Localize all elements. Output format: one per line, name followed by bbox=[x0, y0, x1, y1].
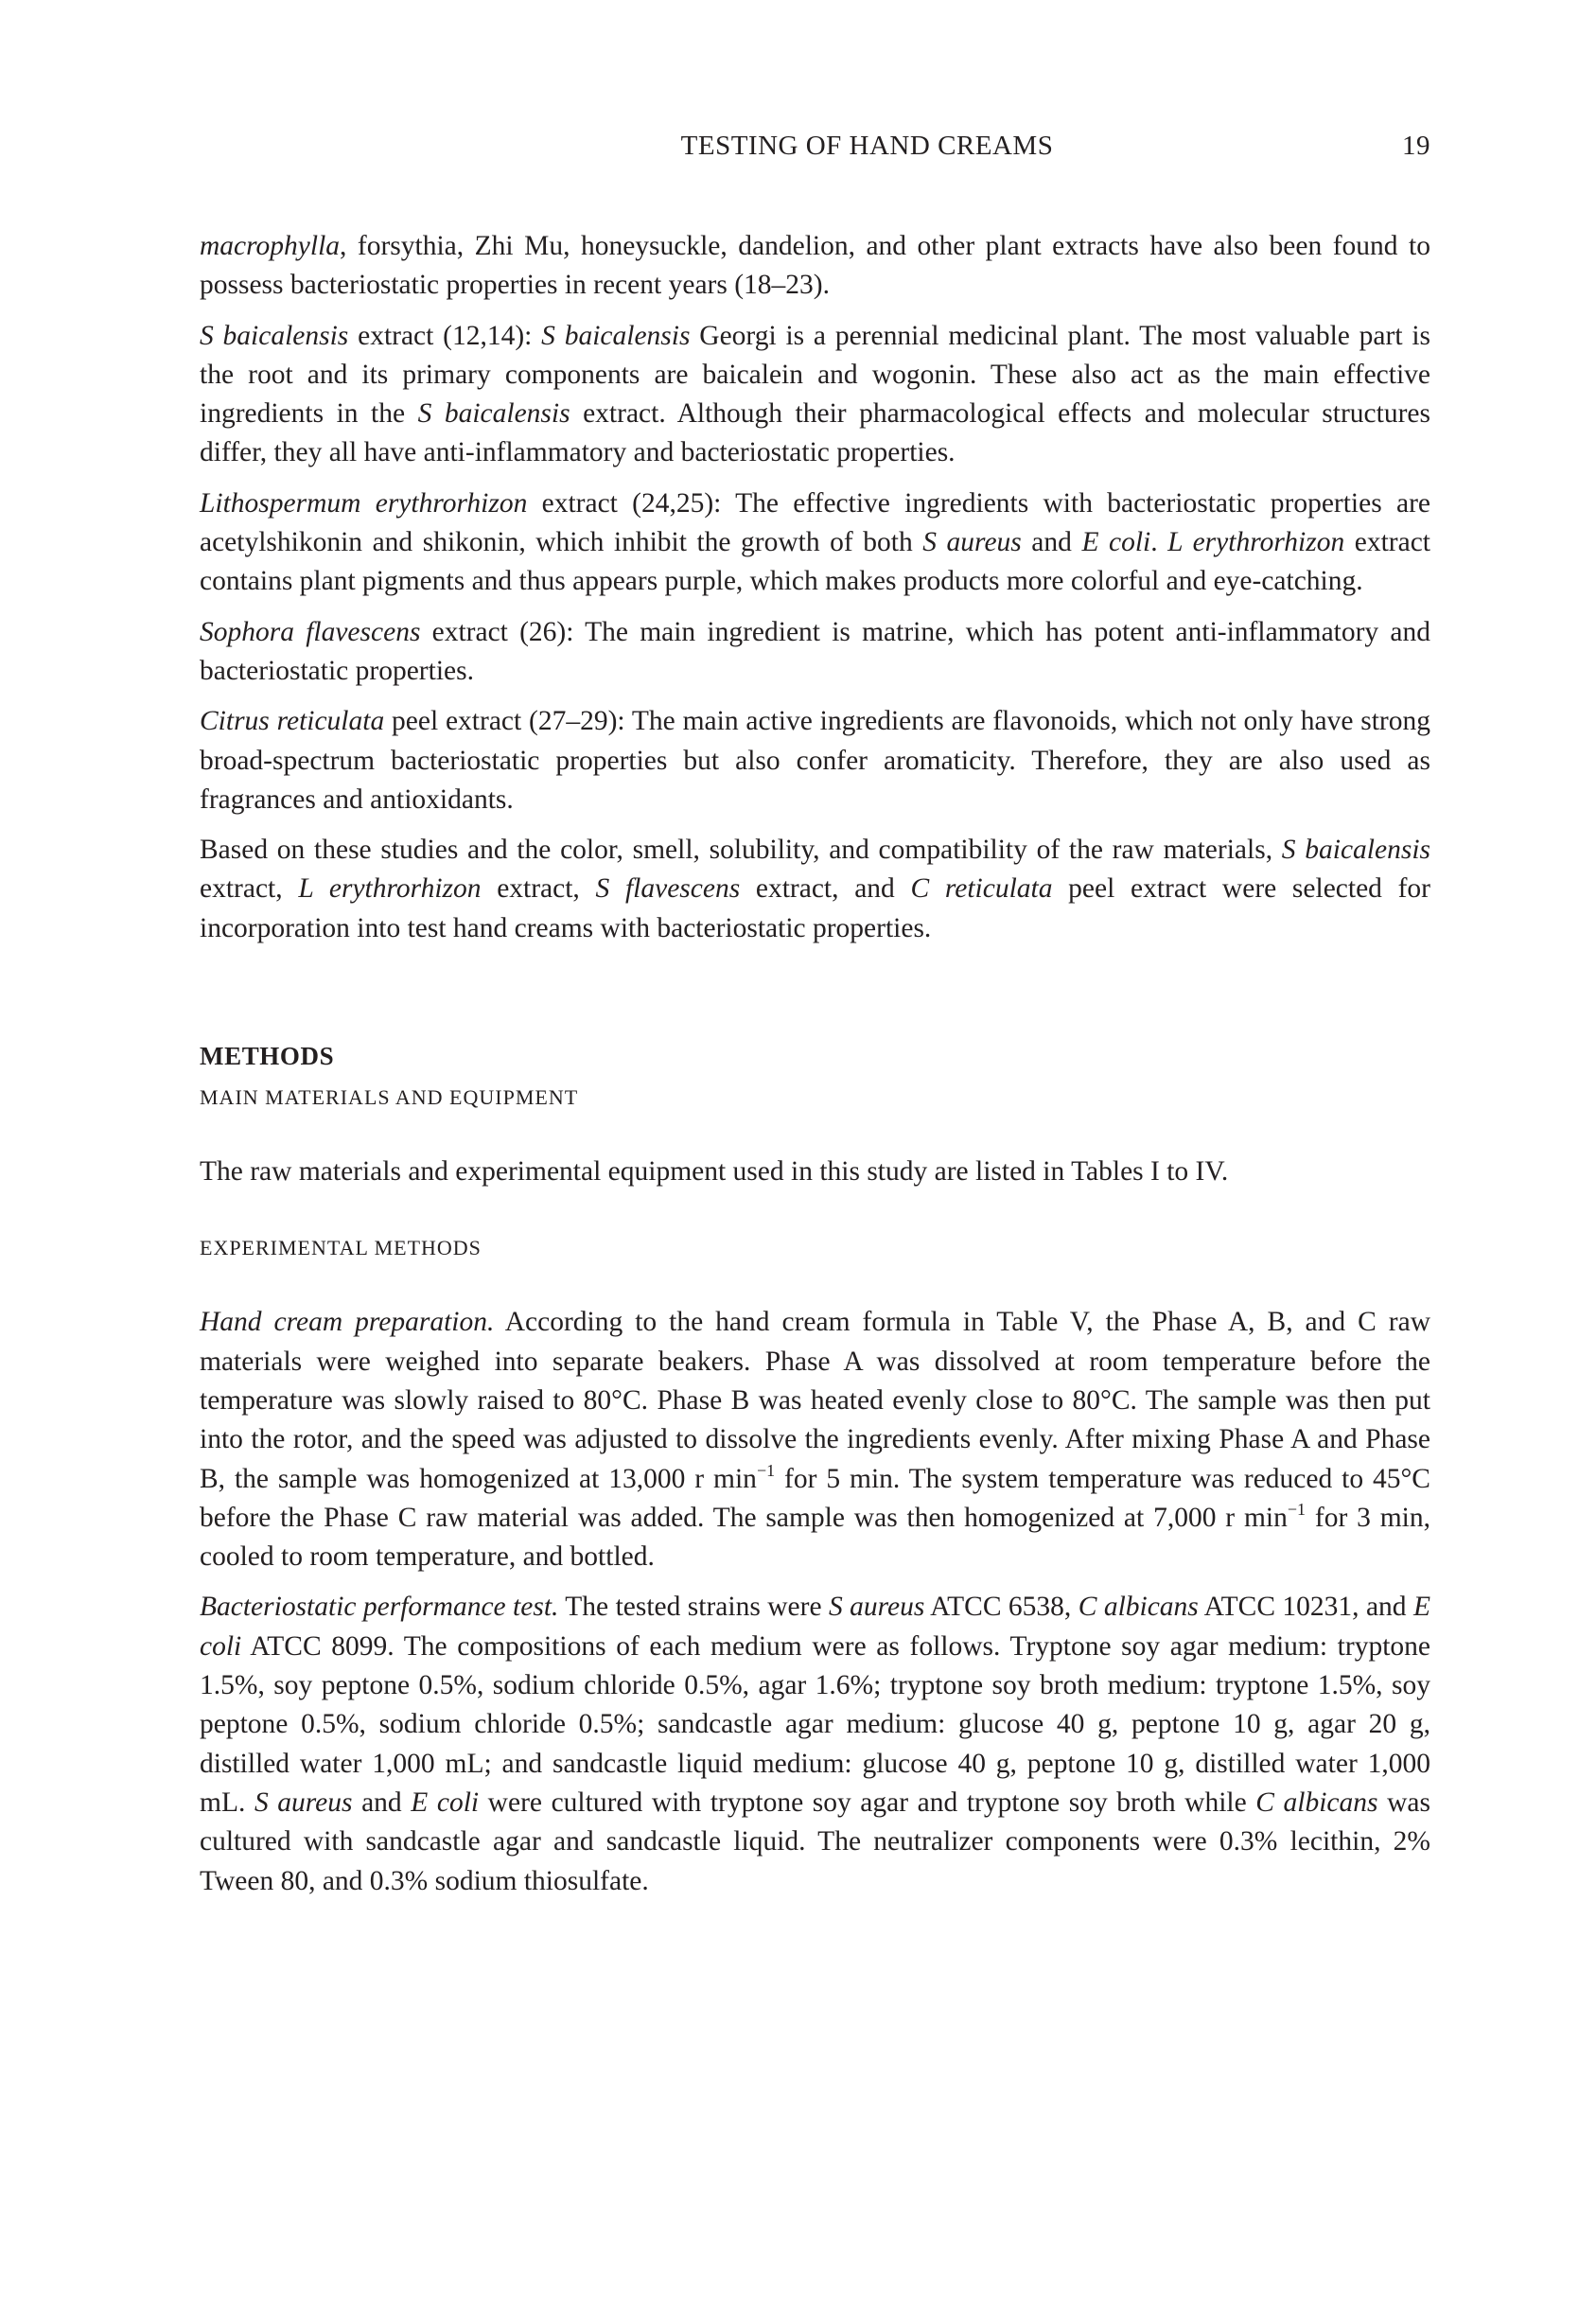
species-name: S baicalensis bbox=[541, 320, 691, 351]
species-name: E coli bbox=[411, 1787, 480, 1818]
text-span: for 5 min. The system temperature was reduced to 45°C before the Phase C raw material was added. The sample was then homogenized at 7,000 r min bbox=[200, 1463, 1430, 1533]
superscript: −1 bbox=[1287, 1499, 1307, 1519]
paragraph-hand-cream-preparation bbox=[200, 1303, 1430, 1576]
page-number: 19 bbox=[1402, 131, 1430, 161]
subsection-heading-materials: MAIN MATERIALS AND EQUIPMENT bbox=[200, 1085, 579, 1110]
species-name: S aureus bbox=[254, 1787, 353, 1818]
paragraph-lithospermum bbox=[200, 484, 1430, 602]
species-name: S baicalensis bbox=[1281, 835, 1430, 866]
running-title: TESTING OF HAND CREAMS bbox=[680, 131, 1054, 161]
text-span: extract. Although their pharmacological effects and molecular structures differ, they all have anti-inflammatory and bacteriostatic properties. bbox=[200, 398, 1430, 468]
text-span: for 3 min, cooled to room temperature, and bottled. bbox=[200, 1502, 1430, 1573]
text-span: and bbox=[352, 1787, 412, 1818]
species-name: S baicalensis bbox=[200, 320, 349, 351]
text-span: The tested strains were bbox=[558, 1592, 829, 1623]
species-name: E coli bbox=[1081, 527, 1151, 558]
species-name: S aureus bbox=[922, 527, 1022, 558]
text-span: ATCC 10231, and bbox=[1198, 1592, 1413, 1623]
species-name: C albicans bbox=[1255, 1787, 1378, 1818]
subsection-heading-experimental: EXPERIMENTAL METHODS bbox=[200, 1236, 482, 1260]
text-span: extract, and bbox=[740, 873, 911, 905]
species-name: Citrus reticulata bbox=[200, 706, 385, 737]
text-span: was cultured with sandcastle agar and sandcastle liquid. The neutralizer components were 0.3% lecithin, 2% Tween 80, and 0.3% sodium thiosulfate. bbox=[200, 1787, 1430, 1896]
text-span: Georgi is a perennial medicinal plant. The most valuable part is the root and its primary components are baicalein and wogonin. These also act as the main effective ingredients in the bbox=[200, 320, 1430, 430]
run-in-heading: Bacteriostatic performance test. bbox=[200, 1592, 559, 1623]
superscript: −1 bbox=[756, 1460, 776, 1480]
species-name: C albicans bbox=[1078, 1592, 1199, 1623]
species-name: S flavescens bbox=[595, 873, 741, 905]
species-name: L erythrorhizon bbox=[1167, 527, 1345, 558]
paragraph-citrus bbox=[200, 702, 1430, 819]
text-span: extract (26): The main ingredient is matrine, which has potent anti-inflammatory and bacteriostatic properties. bbox=[200, 616, 1430, 686]
paragraph-plant-extracts bbox=[200, 227, 1430, 306]
running-head bbox=[200, 131, 1430, 168]
text-span: Based on these studies and the color, smell, solubility, and compatibility of the raw materials, bbox=[200, 835, 1282, 866]
paragraph-selection bbox=[200, 831, 1430, 948]
text-span: and bbox=[1021, 527, 1082, 558]
paragraph-materials: The raw materials and experimental equipment used in this study are listed in Tables I to IV. bbox=[200, 1156, 1229, 1188]
section-heading-methods: METHODS bbox=[200, 1042, 335, 1071]
species-name: Lithospermum erythrorhizon bbox=[200, 487, 528, 519]
species-name: macrophylla bbox=[200, 231, 341, 261]
text-span: extract contains plant pigments and thus appears purple, which makes products more colorful and eye-catching. bbox=[200, 527, 1431, 597]
text-span: extract, bbox=[481, 873, 596, 905]
text-span: . bbox=[1150, 527, 1168, 558]
text-span: ATCC 8099. The compositions of each medium were as follows. Tryptone soy agar medium: tryptone 1.5%, soy peptone 0.5%, sodium chloride 0.5%, agar 1.6%; tryptone soy broth medium: tryptone 1.5%, soy peptone 0.5%, sodium chloride 0.5%; sandcastle agar medium: glucose 40 g, peptone 10 g, agar 20 g, distilled water 1,000 mL; and sandcastle liquid medium: glucose 40 g, peptone 10 g, distilled water 1,000 mL. bbox=[200, 1630, 1430, 1818]
species-name: E coli bbox=[200, 1592, 1430, 1662]
text-span: ATCC 6538, bbox=[924, 1592, 1079, 1623]
text-span: were cultured with tryptone soy agar and tryptone soy broth while bbox=[479, 1787, 1256, 1818]
text-span: extract, bbox=[200, 873, 299, 905]
text-span: peel extract (27–29): The main active ingredients are flavonoids, which not only have strong broad-spectrum bacteriostatic properties but also confer aromaticity. Therefore, they are also used as fragrances and antioxidants. bbox=[200, 706, 1430, 815]
text-span: extract (12,14): bbox=[348, 320, 542, 351]
paragraph-s-baicalensis bbox=[200, 317, 1430, 473]
species-name: S aureus bbox=[828, 1592, 925, 1623]
page bbox=[200, 0, 1430, 2306]
text-span: peel extract were selected for incorporation into test hand creams with bacteriostatic properties. bbox=[200, 873, 1431, 943]
paragraph-bacteriostatic-test bbox=[200, 1588, 1430, 1900]
text-span: extract (24,25): The effective ingredients with bacteriostatic properties are acetylshikonin and shikonin, which inhibit the growth of both bbox=[200, 487, 1430, 558]
species-name: Sophora flavescens bbox=[200, 616, 421, 647]
body-text bbox=[200, 227, 1430, 1912]
paragraph-sophora bbox=[200, 613, 1430, 692]
run-in-heading: Hand cream preparation. bbox=[200, 1307, 495, 1338]
species-name: C reticulata bbox=[910, 873, 1053, 905]
species-name: L erythrorhizon bbox=[298, 873, 482, 905]
text-span: , forsythia, Zhi Mu, honeysuckle, dandelion, and other plant extracts have also been found to possess bacteriostatic properties in recent years (18–23). bbox=[200, 231, 1430, 301]
species-name: S baicalensis bbox=[417, 398, 570, 430]
text-span: According to the hand cream formula in Table V, the Phase A, B, and C raw materials were weighed into separate beakers. Phase A was dissolved at room temperature before the temperature was slowly raised to 80°C. Phase B was heated evenly close to 80°C. The sample was then put into the rotor, and the speed was adjusted to dissolve the ingredients evenly. After mixing Phase A and Phase B, the sample was homogenized at 13,000 r min bbox=[200, 1307, 1430, 1494]
